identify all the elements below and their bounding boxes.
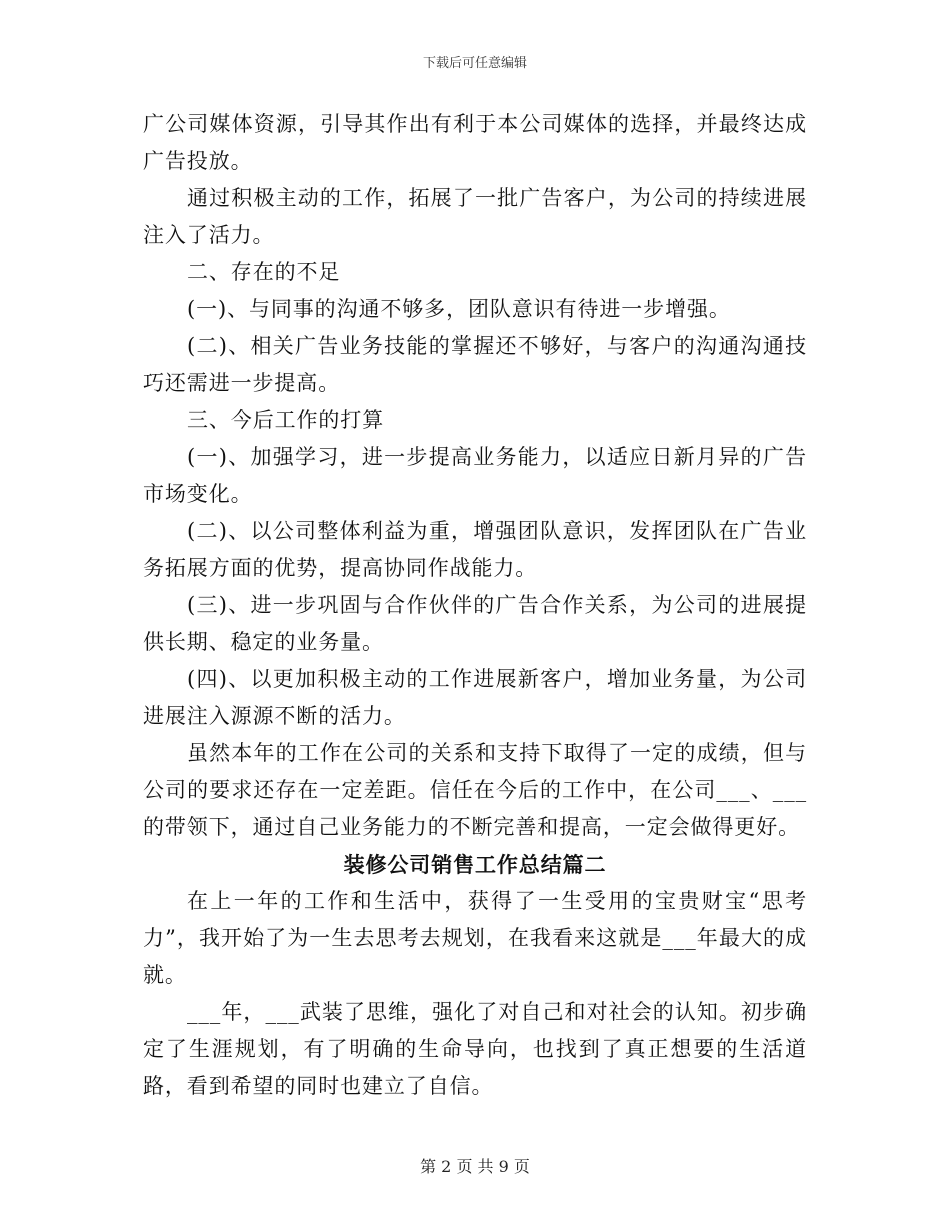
paragraph-results: 通过积极主动的工作，拓展了一批广告客户，为公司的持续进展注入了活力。 [143, 186, 807, 247]
heading-shortcomings: 二、存在的不足 [187, 260, 341, 284]
paragraph-section2-2: ___年，___武装了思维，强化了对自己和对社会的认知。初步确定了生涯规划，有了明确的生命导向，也找到了真正想要的生活道路，看到希望的同时也建立了自信。 [143, 1000, 807, 1098]
page-header: 下载后可任意编辑 [422, 56, 527, 71]
paragraph-conclusion: 虽然本年的工作在公司的关系和支持下取得了一定的成绩，但与公司的要求还存在一定差距。信任在今后的工作中，在公司___、___的带领下，通过自己业务能力的不断完善和提高，一定会做得更好。 [143, 741, 807, 839]
paragraph-plan-1: (一)、加强学习，进一步提高业务能力，以适应日新月异的广告市场变化。 [143, 445, 807, 506]
paragraph-plan-2: (二)、以公司整体利益为重，增强团队意识，发挥团队在广告业务拓展方面的优势，提高协同作战能力。 [143, 519, 807, 580]
paragraph-shortcoming-1: (一)、与同事的沟通不够多，团队意识有待进一步增强。 [187, 297, 731, 321]
paragraph-plan-3: (三)、进一步巩固与合作伙伴的广告合作关系，为公司的进展提供长期、稳定的业务量。 [143, 593, 807, 654]
page-footer: 第 2 页 共 9 页 [420, 1157, 530, 1176]
paragraph-continuation: 广公司媒体资源，引导其作出有利于本公司媒体的选择，并最终达成广告投放。 [143, 112, 807, 173]
document-body [143, 106, 807, 1105]
heading-future-plans: 三、今后工作的打算 [187, 408, 385, 432]
paragraph-plan-4: (四)、以更加积极主动的工作进展新客户，增加业务量，为公司进展注入源源不断的活力。 [143, 667, 807, 728]
paragraph-section2-1: 在上一年的工作和生活中，获得了一生受用的宝贵财宝“思考力”，我开始了为一生去思考去规划，在我看来这就是___年最大的成就。 [143, 889, 807, 987]
paragraph-shortcoming-2: (二)、相关广告业务技能的掌握还不够好，与客户的沟通沟通技巧还需进一步提高。 [143, 334, 807, 395]
section-title: 装修公司销售工作总结篇二 [343, 852, 607, 877]
